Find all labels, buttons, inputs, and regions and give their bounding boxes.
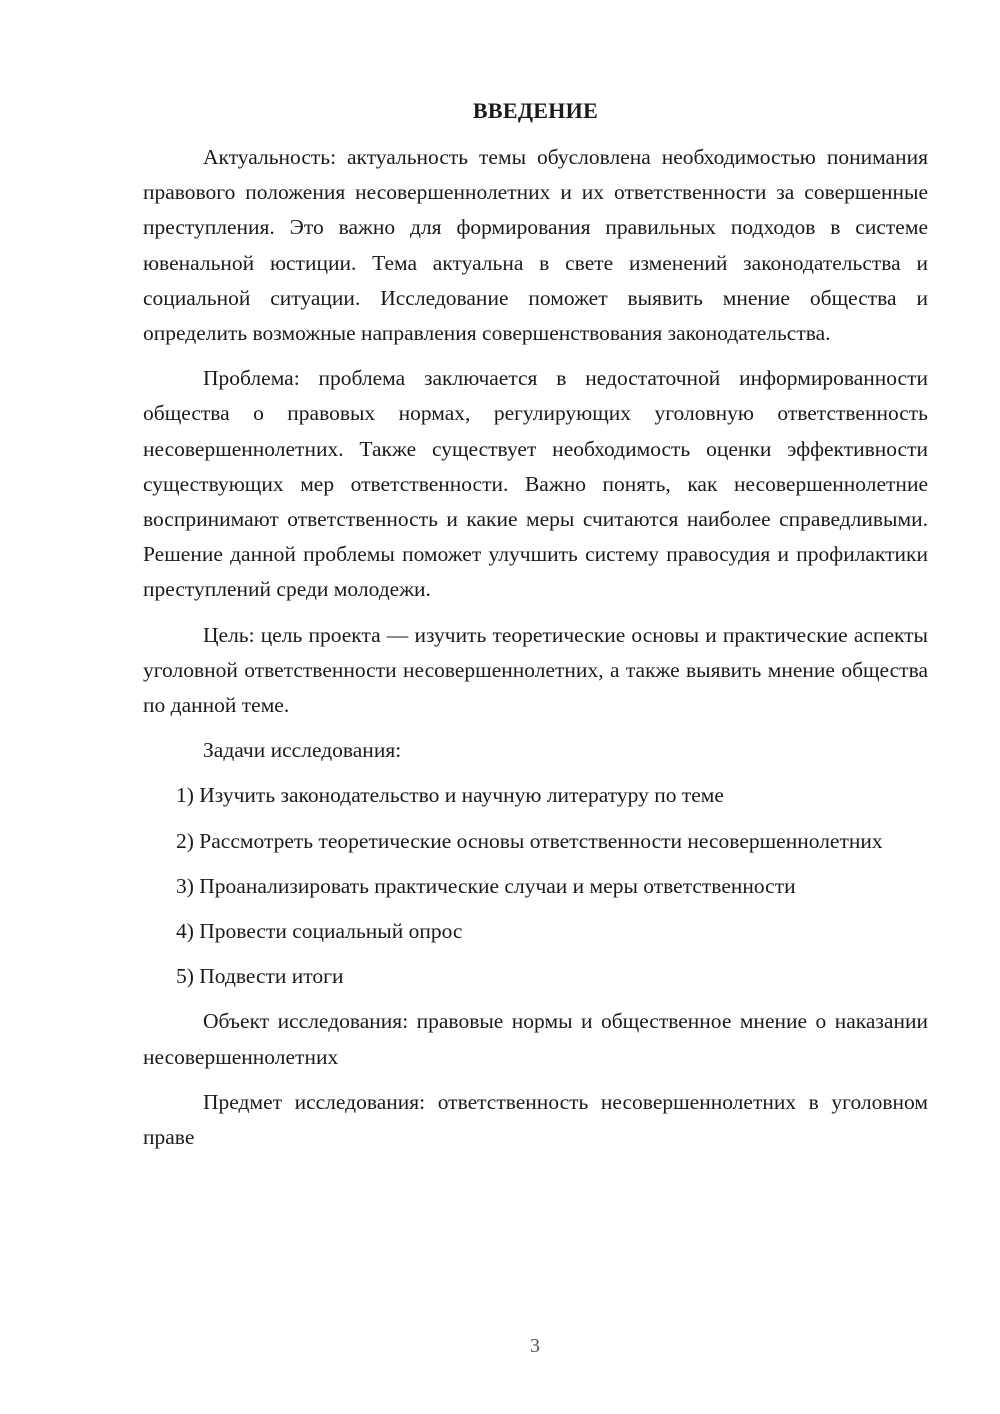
problem-paragraph: Проблема: проблема заключается в недостаточной информированности общества о правовых нормах, регулирующих уголовную ответственность несовершеннолетних. Также существует необходимость оценки эффективности существующих мер ответственности. Важно понять, как несовершеннолетние воспринимают ответственность и какие меры считаются наиболее справедливыми. Решение данной проблемы поможет улучшить систему правосудия и профилактики преступлений среди молодежи.	[143, 366, 928, 602]
task-item: 2) Рассмотреть теоретические основы ответственности несовершеннолетних	[176, 828, 883, 853]
task-item: 3) Проанализировать практические случаи и меры ответственности	[176, 873, 796, 898]
task-item: 1) Изучить законодательство и научную литературу по теме	[176, 783, 724, 808]
task-item: 4) Провести социальный опрос	[176, 919, 463, 944]
section-heading: ВВЕДЕНИЕ	[472, 98, 599, 123]
goal-paragraph: Цель: цель проекта — изучить теоретические основы и практические аспекты уголовной ответственности несовершеннолетних, а также выявить мнение общества по данной теме.	[143, 622, 928, 718]
task-item: 5) Подвести итоги	[176, 964, 344, 989]
research-object-paragraph: Объект исследования: правовые нормы и общественное мнение о наказании несовершеннолетних	[143, 1009, 928, 1069]
relevance-paragraph: Актуальность: актуальность темы обусловлена необходимостью понимания правового положения несовершеннолетних и их ответственности за совершенные преступления. Это важно для формирования правильных подходов в системе ювенальной юстиции. Тема актуальна в свете изменений законодательства и социальной ситуации. Исследование поможет выявить мнение общества и определить возможные направления совершенствования законодательства.	[143, 145, 928, 346]
page-number: 3	[530, 1335, 540, 1357]
tasks-heading: Задачи исследования:	[203, 738, 402, 763]
page-content	[143, 96, 928, 1165]
research-subject-paragraph: Предмет исследования: ответственность несовершеннолетних в уголовном праве	[143, 1089, 928, 1150]
